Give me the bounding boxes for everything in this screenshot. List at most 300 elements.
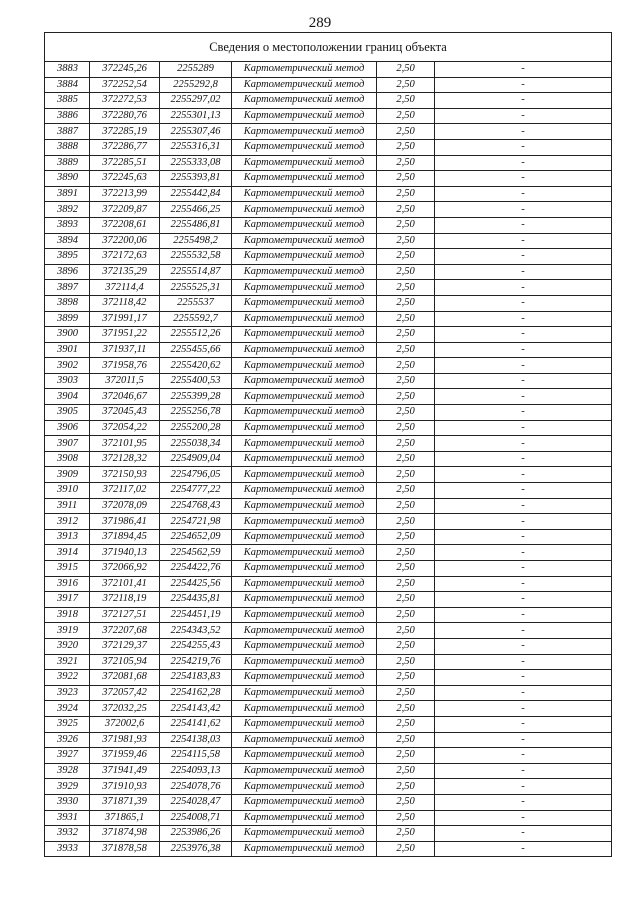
method-cell: Картометрический метод <box>232 217 377 233</box>
point-number-cell: 3889 <box>45 155 90 171</box>
y-coordinate-cell: 2255333,08 <box>160 155 232 171</box>
accuracy-cell: 2,50 <box>377 670 435 686</box>
point-number-cell: 3928 <box>45 763 90 779</box>
x-coordinate-cell: 371937,11 <box>90 342 160 358</box>
x-coordinate-cell: 371951,22 <box>90 327 160 343</box>
note-cell: - <box>435 467 612 483</box>
table-title-row <box>45 33 612 62</box>
accuracy-cell: 2,50 <box>377 233 435 249</box>
point-number-cell: 3901 <box>45 342 90 358</box>
x-coordinate-cell: 372128,32 <box>90 451 160 467</box>
x-coordinate-cell: 372101,95 <box>90 436 160 452</box>
accuracy-cell: 2,50 <box>377 483 435 499</box>
note-cell: - <box>435 732 612 748</box>
point-number-cell: 3917 <box>45 592 90 608</box>
point-number-cell: 3898 <box>45 295 90 311</box>
table-row <box>45 124 612 140</box>
point-number-cell: 3931 <box>45 810 90 826</box>
table-row <box>45 685 612 701</box>
accuracy-cell: 2,50 <box>377 124 435 140</box>
x-coordinate-cell: 372245,63 <box>90 171 160 187</box>
point-number-cell: 3886 <box>45 108 90 124</box>
note-cell: - <box>435 405 612 421</box>
y-coordinate-cell: 2254219,76 <box>160 654 232 670</box>
method-cell: Картометрический метод <box>232 498 377 514</box>
accuracy-cell: 2,50 <box>377 436 435 452</box>
note-cell: - <box>435 186 612 202</box>
table-row <box>45 295 612 311</box>
method-cell: Картометрический метод <box>232 529 377 545</box>
note-cell: - <box>435 670 612 686</box>
table-title: Сведения о местоположении границ объекта <box>45 33 612 62</box>
y-coordinate-cell: 2255442,84 <box>160 186 232 202</box>
accuracy-cell: 2,50 <box>377 716 435 732</box>
point-number-cell: 3909 <box>45 467 90 483</box>
x-coordinate-cell: 372057,42 <box>90 685 160 701</box>
table-row <box>45 62 612 78</box>
method-cell: Картометрический метод <box>232 779 377 795</box>
method-cell: Картометрический метод <box>232 389 377 405</box>
x-coordinate-cell: 372127,51 <box>90 607 160 623</box>
y-coordinate-cell: 2254093,13 <box>160 763 232 779</box>
method-cell: Картометрический метод <box>232 794 377 810</box>
note-cell: - <box>435 62 612 78</box>
y-coordinate-cell: 2255512,26 <box>160 327 232 343</box>
accuracy-cell: 2,50 <box>377 607 435 623</box>
accuracy-cell: 2,50 <box>377 685 435 701</box>
accuracy-cell: 2,50 <box>377 62 435 78</box>
table-row <box>45 342 612 358</box>
accuracy-cell: 2,50 <box>377 342 435 358</box>
x-coordinate-cell: 371991,17 <box>90 311 160 327</box>
method-cell: Картометрический метод <box>232 748 377 764</box>
x-coordinate-cell: 372245,26 <box>90 62 160 78</box>
accuracy-cell: 2,50 <box>377 763 435 779</box>
method-cell: Картометрический метод <box>232 155 377 171</box>
note-cell: - <box>435 311 612 327</box>
y-coordinate-cell: 2255466,25 <box>160 202 232 218</box>
accuracy-cell: 2,50 <box>377 93 435 109</box>
y-coordinate-cell: 2255297,02 <box>160 93 232 109</box>
accuracy-cell: 2,50 <box>377 171 435 187</box>
y-coordinate-cell: 2255455,66 <box>160 342 232 358</box>
method-cell: Картометрический метод <box>232 826 377 842</box>
y-coordinate-cell: 2254652,09 <box>160 529 232 545</box>
y-coordinate-cell: 2255498,2 <box>160 233 232 249</box>
y-coordinate-cell: 2254435,81 <box>160 592 232 608</box>
table-row <box>45 373 612 389</box>
x-coordinate-cell: 371874,98 <box>90 826 160 842</box>
method-cell: Картометрический метод <box>232 716 377 732</box>
note-cell: - <box>435 592 612 608</box>
y-coordinate-cell: 2254343,52 <box>160 623 232 639</box>
note-cell: - <box>435 561 612 577</box>
x-coordinate-cell: 371878,58 <box>90 841 160 857</box>
y-coordinate-cell: 2255307,46 <box>160 124 232 140</box>
y-coordinate-cell: 2253986,26 <box>160 826 232 842</box>
x-coordinate-cell: 372002,6 <box>90 716 160 732</box>
method-cell: Картометрический метод <box>232 295 377 311</box>
table-row <box>45 576 612 592</box>
x-coordinate-cell: 372046,67 <box>90 389 160 405</box>
table-row <box>45 264 612 280</box>
note-cell: - <box>435 280 612 296</box>
x-coordinate-cell: 372105,94 <box>90 654 160 670</box>
note-cell: - <box>435 295 612 311</box>
point-number-cell: 3897 <box>45 280 90 296</box>
table-row <box>45 748 612 764</box>
accuracy-cell: 2,50 <box>377 576 435 592</box>
x-coordinate-cell: 372114,4 <box>90 280 160 296</box>
note-cell: - <box>435 826 612 842</box>
method-cell: Картометрический метод <box>232 763 377 779</box>
y-coordinate-cell: 2254721,98 <box>160 514 232 530</box>
point-number-cell: 3883 <box>45 62 90 78</box>
point-number-cell: 3927 <box>45 748 90 764</box>
table-row <box>45 545 612 561</box>
accuracy-cell: 2,50 <box>377 108 435 124</box>
method-cell: Картометрический метод <box>232 701 377 717</box>
y-coordinate-cell: 2254796,05 <box>160 467 232 483</box>
point-number-cell: 3922 <box>45 670 90 686</box>
accuracy-cell: 2,50 <box>377 280 435 296</box>
method-cell: Картометрический метод <box>232 670 377 686</box>
table-row <box>45 217 612 233</box>
accuracy-cell: 2,50 <box>377 638 435 654</box>
point-number-cell: 3890 <box>45 171 90 187</box>
x-coordinate-cell: 372078,09 <box>90 498 160 514</box>
x-coordinate-cell: 371981,93 <box>90 732 160 748</box>
note-cell: - <box>435 623 612 639</box>
x-coordinate-cell: 371940,13 <box>90 545 160 561</box>
table-row <box>45 701 612 717</box>
x-coordinate-cell: 372118,19 <box>90 592 160 608</box>
y-coordinate-cell: 2255400,53 <box>160 373 232 389</box>
table-row <box>45 93 612 109</box>
table-row <box>45 794 612 810</box>
x-coordinate-cell: 372054,22 <box>90 420 160 436</box>
x-coordinate-cell: 372150,93 <box>90 467 160 483</box>
table-row <box>45 467 612 483</box>
accuracy-cell: 2,50 <box>377 295 435 311</box>
method-cell: Картометрический метод <box>232 327 377 343</box>
y-coordinate-cell: 2255038,34 <box>160 436 232 452</box>
x-coordinate-cell: 372172,63 <box>90 249 160 265</box>
note-cell: - <box>435 607 612 623</box>
x-coordinate-cell: 372272,53 <box>90 93 160 109</box>
table-row <box>45 607 612 623</box>
accuracy-cell: 2,50 <box>377 420 435 436</box>
y-coordinate-cell: 2254909,04 <box>160 451 232 467</box>
accuracy-cell: 2,50 <box>377 545 435 561</box>
method-cell: Картометрический метод <box>232 436 377 452</box>
method-cell: Картометрический метод <box>232 358 377 374</box>
note-cell: - <box>435 373 612 389</box>
x-coordinate-cell: 372280,76 <box>90 108 160 124</box>
table-row <box>45 389 612 405</box>
point-number-cell: 3921 <box>45 654 90 670</box>
accuracy-cell: 2,50 <box>377 748 435 764</box>
table-row <box>45 670 612 686</box>
note-cell: - <box>435 436 612 452</box>
note-cell: - <box>435 451 612 467</box>
y-coordinate-cell: 2255292,8 <box>160 77 232 93</box>
accuracy-cell: 2,50 <box>377 373 435 389</box>
accuracy-cell: 2,50 <box>377 701 435 717</box>
point-number-cell: 3929 <box>45 779 90 795</box>
method-cell: Картометрический метод <box>232 514 377 530</box>
accuracy-cell: 2,50 <box>377 451 435 467</box>
x-coordinate-cell: 372213,99 <box>90 186 160 202</box>
point-number-cell: 3932 <box>45 826 90 842</box>
x-coordinate-cell: 372117,02 <box>90 483 160 499</box>
table-row <box>45 311 612 327</box>
table-row <box>45 638 612 654</box>
accuracy-cell: 2,50 <box>377 623 435 639</box>
accuracy-cell: 2,50 <box>377 467 435 483</box>
y-coordinate-cell: 2254078,76 <box>160 779 232 795</box>
y-coordinate-cell: 2255592,7 <box>160 311 232 327</box>
point-number-cell: 3914 <box>45 545 90 561</box>
x-coordinate-cell: 371865,1 <box>90 810 160 826</box>
table-row <box>45 77 612 93</box>
accuracy-cell: 2,50 <box>377 841 435 857</box>
y-coordinate-cell: 2254425,56 <box>160 576 232 592</box>
method-cell: Картометрический метод <box>232 607 377 623</box>
point-number-cell: 3912 <box>45 514 90 530</box>
method-cell: Картометрический метод <box>232 62 377 78</box>
note-cell: - <box>435 108 612 124</box>
method-cell: Картометрический метод <box>232 202 377 218</box>
x-coordinate-cell: 371959,46 <box>90 748 160 764</box>
accuracy-cell: 2,50 <box>377 249 435 265</box>
x-coordinate-cell: 371986,41 <box>90 514 160 530</box>
y-coordinate-cell: 2255399,28 <box>160 389 232 405</box>
note-cell: - <box>435 93 612 109</box>
table-row <box>45 280 612 296</box>
y-coordinate-cell: 2255289 <box>160 62 232 78</box>
accuracy-cell: 2,50 <box>377 202 435 218</box>
table-row <box>45 155 612 171</box>
table-body <box>45 62 612 857</box>
table-row <box>45 529 612 545</box>
point-number-cell: 3924 <box>45 701 90 717</box>
x-coordinate-cell: 372011,5 <box>90 373 160 389</box>
note-cell: - <box>435 249 612 265</box>
table-row <box>45 249 612 265</box>
note-cell: - <box>435 420 612 436</box>
method-cell: Картометрический метод <box>232 233 377 249</box>
method-cell: Картометрический метод <box>232 280 377 296</box>
accuracy-cell: 2,50 <box>377 139 435 155</box>
x-coordinate-cell: 372118,42 <box>90 295 160 311</box>
point-number-cell: 3894 <box>45 233 90 249</box>
note-cell: - <box>435 498 612 514</box>
method-cell: Картометрический метод <box>232 93 377 109</box>
table-row <box>45 483 612 499</box>
accuracy-cell: 2,50 <box>377 186 435 202</box>
point-number-cell: 3923 <box>45 685 90 701</box>
method-cell: Картометрический метод <box>232 654 377 670</box>
y-coordinate-cell: 2255514,87 <box>160 264 232 280</box>
x-coordinate-cell: 371958,76 <box>90 358 160 374</box>
point-number-cell: 3905 <box>45 405 90 421</box>
note-cell: - <box>435 155 612 171</box>
accuracy-cell: 2,50 <box>377 264 435 280</box>
accuracy-cell: 2,50 <box>377 514 435 530</box>
accuracy-cell: 2,50 <box>377 77 435 93</box>
table-row <box>45 171 612 187</box>
point-number-cell: 3896 <box>45 264 90 280</box>
point-number-cell: 3891 <box>45 186 90 202</box>
point-number-cell: 3892 <box>45 202 90 218</box>
accuracy-cell: 2,50 <box>377 654 435 670</box>
accuracy-cell: 2,50 <box>377 592 435 608</box>
table-row <box>45 498 612 514</box>
point-number-cell: 3908 <box>45 451 90 467</box>
y-coordinate-cell: 2254777,22 <box>160 483 232 499</box>
note-cell: - <box>435 77 612 93</box>
y-coordinate-cell: 2255316,31 <box>160 139 232 155</box>
y-coordinate-cell: 2254255,43 <box>160 638 232 654</box>
x-coordinate-cell: 372285,51 <box>90 155 160 171</box>
note-cell: - <box>435 810 612 826</box>
method-cell: Картометрический метод <box>232 638 377 654</box>
table-row <box>45 233 612 249</box>
point-number-cell: 3885 <box>45 93 90 109</box>
x-coordinate-cell: 372066,92 <box>90 561 160 577</box>
method-cell: Картометрический метод <box>232 467 377 483</box>
y-coordinate-cell: 2255537 <box>160 295 232 311</box>
x-coordinate-cell: 371871,39 <box>90 794 160 810</box>
y-coordinate-cell: 2254451,19 <box>160 607 232 623</box>
point-number-cell: 3916 <box>45 576 90 592</box>
x-coordinate-cell: 372032,25 <box>90 701 160 717</box>
y-coordinate-cell: 2255486,81 <box>160 217 232 233</box>
note-cell: - <box>435 342 612 358</box>
table-row <box>45 358 612 374</box>
table-row <box>45 623 612 639</box>
point-number-cell: 3911 <box>45 498 90 514</box>
y-coordinate-cell: 2254143,42 <box>160 701 232 717</box>
accuracy-cell: 2,50 <box>377 732 435 748</box>
note-cell: - <box>435 654 612 670</box>
point-number-cell: 3887 <box>45 124 90 140</box>
accuracy-cell: 2,50 <box>377 498 435 514</box>
method-cell: Картометрический метод <box>232 841 377 857</box>
point-number-cell: 3913 <box>45 529 90 545</box>
x-coordinate-cell: 371910,93 <box>90 779 160 795</box>
accuracy-cell: 2,50 <box>377 217 435 233</box>
point-number-cell: 3903 <box>45 373 90 389</box>
method-cell: Картометрический метод <box>232 171 377 187</box>
method-cell: Картометрический метод <box>232 810 377 826</box>
y-coordinate-cell: 2253976,38 <box>160 841 232 857</box>
x-coordinate-cell: 372285,19 <box>90 124 160 140</box>
table-row <box>45 841 612 857</box>
table-row <box>45 826 612 842</box>
method-cell: Картометрический метод <box>232 685 377 701</box>
table-row <box>45 139 612 155</box>
point-number-cell: 3907 <box>45 436 90 452</box>
accuracy-cell: 2,50 <box>377 155 435 171</box>
accuracy-cell: 2,50 <box>377 810 435 826</box>
boundary-coordinates-table <box>44 32 612 857</box>
table-row <box>45 405 612 421</box>
note-cell: - <box>435 763 612 779</box>
y-coordinate-cell: 2255301,13 <box>160 108 232 124</box>
note-cell: - <box>435 217 612 233</box>
accuracy-cell: 2,50 <box>377 405 435 421</box>
point-number-cell: 3895 <box>45 249 90 265</box>
x-coordinate-cell: 372286,77 <box>90 139 160 155</box>
table-row <box>45 561 612 577</box>
accuracy-cell: 2,50 <box>377 529 435 545</box>
x-coordinate-cell: 372208,61 <box>90 217 160 233</box>
method-cell: Картометрический метод <box>232 592 377 608</box>
x-coordinate-cell: 372101,41 <box>90 576 160 592</box>
table-row <box>45 451 612 467</box>
x-coordinate-cell: 372135,29 <box>90 264 160 280</box>
note-cell: - <box>435 794 612 810</box>
y-coordinate-cell: 2255525,31 <box>160 280 232 296</box>
method-cell: Картометрический метод <box>232 373 377 389</box>
y-coordinate-cell: 2254008,71 <box>160 810 232 826</box>
method-cell: Картометрический метод <box>232 124 377 140</box>
y-coordinate-cell: 2255200,28 <box>160 420 232 436</box>
point-number-cell: 3904 <box>45 389 90 405</box>
point-number-cell: 3925 <box>45 716 90 732</box>
method-cell: Картометрический метод <box>232 108 377 124</box>
note-cell: - <box>435 171 612 187</box>
note-cell: - <box>435 779 612 795</box>
y-coordinate-cell: 2254562,59 <box>160 545 232 561</box>
accuracy-cell: 2,50 <box>377 561 435 577</box>
accuracy-cell: 2,50 <box>377 826 435 842</box>
accuracy-cell: 2,50 <box>377 794 435 810</box>
x-coordinate-cell: 371894,45 <box>90 529 160 545</box>
table-row <box>45 763 612 779</box>
point-number-cell: 3920 <box>45 638 90 654</box>
method-cell: Картометрический метод <box>232 249 377 265</box>
point-number-cell: 3930 <box>45 794 90 810</box>
point-number-cell: 3906 <box>45 420 90 436</box>
table-row <box>45 810 612 826</box>
y-coordinate-cell: 2254028,47 <box>160 794 232 810</box>
note-cell: - <box>435 124 612 140</box>
note-cell: - <box>435 748 612 764</box>
note-cell: - <box>435 358 612 374</box>
point-number-cell: 3884 <box>45 77 90 93</box>
note-cell: - <box>435 576 612 592</box>
method-cell: Картометрический метод <box>232 561 377 577</box>
x-coordinate-cell: 372209,87 <box>90 202 160 218</box>
point-number-cell: 3888 <box>45 139 90 155</box>
y-coordinate-cell: 2254183,83 <box>160 670 232 686</box>
note-cell: - <box>435 701 612 717</box>
method-cell: Картометрический метод <box>232 311 377 327</box>
point-number-cell: 3900 <box>45 327 90 343</box>
method-cell: Картометрический метод <box>232 77 377 93</box>
method-cell: Картометрический метод <box>232 451 377 467</box>
y-coordinate-cell: 2255393,81 <box>160 171 232 187</box>
x-coordinate-cell: 372081,68 <box>90 670 160 686</box>
accuracy-cell: 2,50 <box>377 311 435 327</box>
accuracy-cell: 2,50 <box>377 389 435 405</box>
point-number-cell: 3899 <box>45 311 90 327</box>
note-cell: - <box>435 529 612 545</box>
note-cell: - <box>435 327 612 343</box>
